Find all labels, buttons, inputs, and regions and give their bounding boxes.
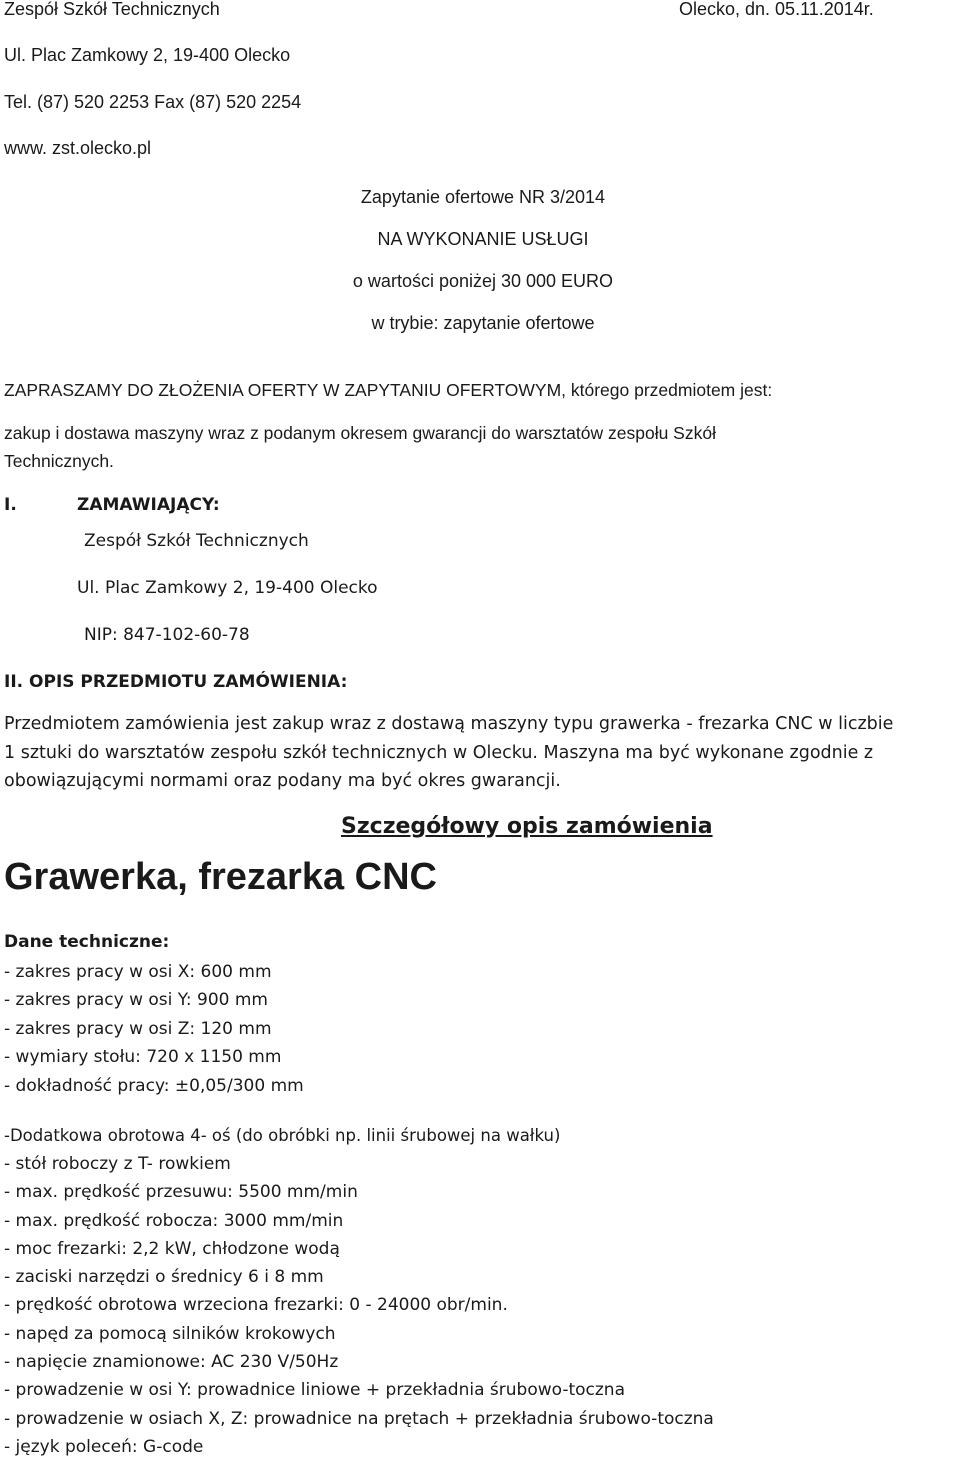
order-description-line1: Przedmiotem zamówienia jest zakup wraz z dostawą maszyny typu grawerka - frezarka CNC w liczbie [4, 714, 894, 734]
spec-item: - zakres pracy w osi Z: 120 mm [4, 1018, 272, 1039]
spec-item: - max. prędkość robocza: 3000 mm/min [4, 1210, 344, 1231]
phone-fax: Tel. (87) 520 2253 Fax (87) 520 2254 [4, 92, 302, 112]
orderer-address: Ul. Plac Zamkowy 2, 19-400 Olecko [77, 578, 378, 598]
orderer-name: Zespół Szkół Technicznych [84, 531, 309, 551]
tech-specs-list-1 [4, 958, 304, 1100]
invitation-subject-line1: zakup i dostawa maszyny wraz z podanym okresem gwarancji do warsztatów zespołu Szkół [4, 423, 716, 443]
school-address: Ul. Plac Zamkowy 2, 19-400 Olecko [4, 45, 291, 65]
detailed-description-heading: Szczegółowy opis zamówienia [341, 814, 713, 839]
spec-item: - język poleceń: G-code [4, 1436, 204, 1457]
spec-item: - zakres pracy w osi Y: 900 mm [4, 990, 268, 1011]
section2-heading: II. OPIS PRZEDMIOTU ZAMÓWIENIA: [4, 672, 348, 692]
inquiry-title: Zapytanie ofertowe NR 3/2014 [360, 187, 606, 207]
spec-item: - prowadzenie w osi Y: prowadnice liniowe + przekładnia śrubowo-toczna [4, 1380, 625, 1401]
spec-item: - wymiary stołu: 720 x 1150 mm [4, 1047, 282, 1068]
spec-item: - max. prędkość przesuwu: 5500 mm/min [4, 1182, 358, 1203]
spec-item: - prowadzenie w osiach X, Z: prowadnice na prętach + przekładnia śrubowo-toczna [4, 1408, 714, 1429]
inquiry-value: o wartości poniżej 30 000 EURO [352, 271, 614, 291]
invitation-intro: ZAPRASZAMY DO ZŁOŻENIA OFERTY W ZAPYTANIU OFERTOWYM, którego przedmiotem jest: [4, 380, 773, 400]
section1-numeral: I. [4, 495, 17, 515]
spec-item: - moc frezarki: 2,2 kW, chłodzone wodą [4, 1238, 340, 1259]
order-description-line3: obowiązującymi normami oraz podany ma być okres gwarancji. [4, 771, 561, 791]
school-name: Zespół Szkół Technicznych [4, 0, 220, 19]
tech-specs-list-2 [4, 1150, 714, 1461]
invitation-subject-line2: Technicznych. [4, 451, 114, 471]
tech-data-label: Dane techniczne: [4, 932, 170, 952]
spec-item: - prędkość obrotowa wrzeciona frezarki: 0 - 24000 obr/min. [4, 1295, 508, 1316]
section1-heading: ZAMAWIAJĄCY: [77, 495, 220, 515]
spec-item: - napięcie znamionowe: AC 230 V/50Hz [4, 1352, 339, 1373]
place-date: Olecko, dn. 05.11.2014r. [679, 0, 874, 19]
spec-item: - napęd za pomocą silników krokowych [4, 1323, 336, 1344]
extra-axis-note: -Dodatkowa obrotowa 4- oś (do obróbki np. linii śrubowej na wałku) [4, 1126, 561, 1145]
spec-item: - zaciski narzędzi o średnicy 6 i 8 mm [4, 1267, 324, 1288]
website-link[interactable]: www. zst.olecko.pl [4, 138, 152, 158]
spec-item: - dokładność pracy: ±0,05/300 mm [4, 1075, 304, 1096]
inquiry-service: NA WYKONANIE USŁUGI [377, 229, 589, 249]
machine-title: Grawerka, frezarka CNC [4, 856, 437, 898]
order-description-line2: 1 sztuki do warsztatów zespołu szkół technicznych w Olecku. Maszyna ma być wykonane zgodnie z [4, 743, 874, 763]
inquiry-mode: w trybie: zapytanie ofertowe [371, 313, 595, 333]
spec-item: - stół roboczy z T- rowkiem [4, 1154, 231, 1174]
orderer-nip: NIP: 847-102-60-78 [84, 625, 250, 645]
spec-item: - zakres pracy w osi X: 600 mm [4, 962, 272, 982]
